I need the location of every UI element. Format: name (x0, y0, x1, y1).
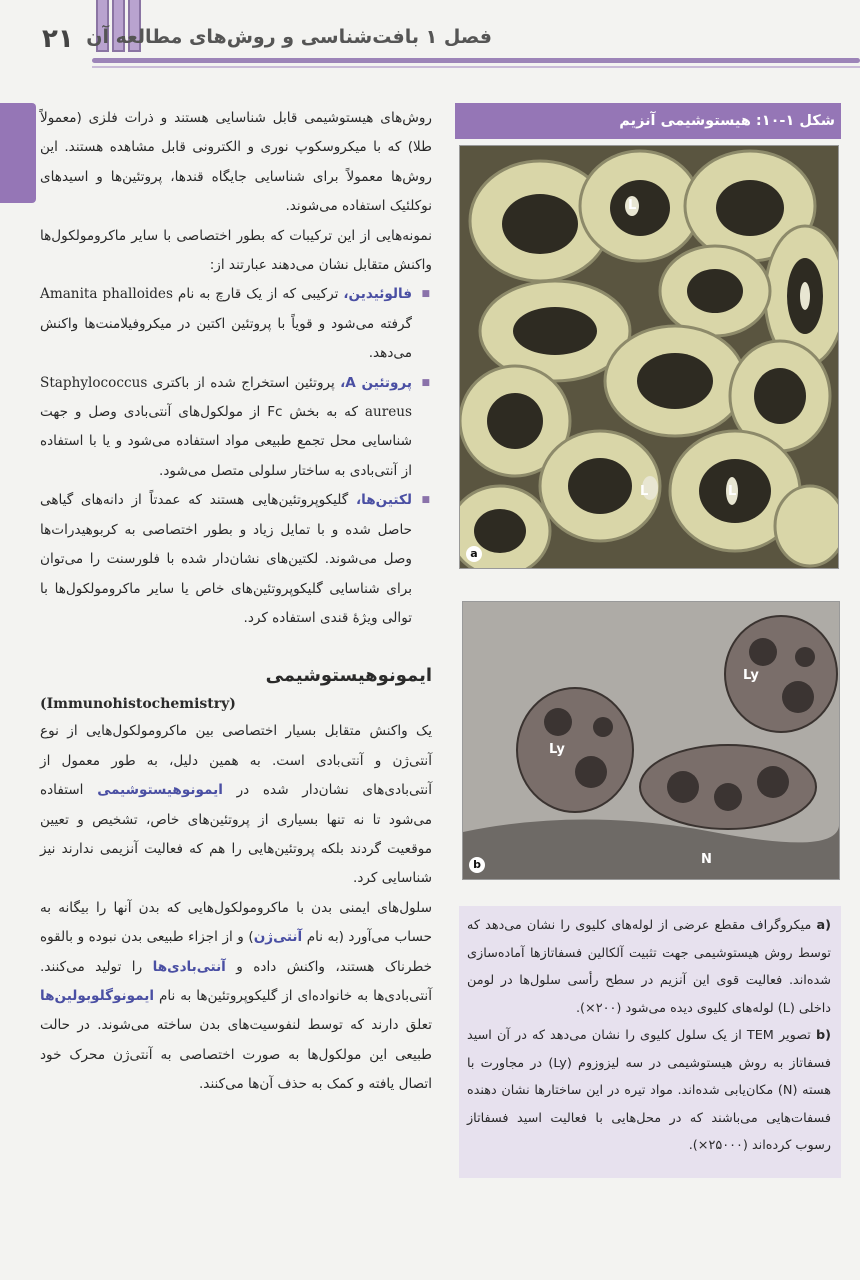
text-run: سلول‌های ایمنی بدن با ماکرومولکول‌هایی که بدن آنها را بیگانه به حساب می‌آورد (به نام (40, 899, 432, 946)
text-run: ترکیبی که از یک قارچ به نام (172, 286, 344, 303)
micrograph-a (459, 145, 839, 569)
paragraph (40, 894, 432, 1100)
tem-lysosome-image (463, 602, 839, 879)
header-rule (92, 58, 860, 63)
paragraph: نمونه‌هایی از این ترکیبات که بطور اختصاصی با سایر ماکرومولکول‌ها واکنش متقابل نشان می‌دهند عبارتند از: (40, 227, 432, 274)
text-run: پروتئین استخراج شده از باکتری (147, 374, 341, 391)
section-heading: ایمونوهیستوشیمی (265, 665, 432, 687)
panel-label-b: b (469, 857, 485, 873)
keyword: فالوئیدین، (343, 286, 412, 303)
lumen-label: L (628, 198, 637, 213)
caption-b (467, 1022, 831, 1160)
keyword: لکتین‌ها، (355, 492, 412, 509)
figure-caption (459, 906, 841, 1178)
caption-tag: (a (816, 918, 831, 933)
text-run: استفاده می‌شود تا نه تنها بسیاری از پروتئین‌های خاص، تشخیص و تعیین موقعیت گردند بلکه پروتئین‌هایی را هم که فعالیت آنزیمی ندارند نیز شناسایی کرد. (40, 782, 432, 887)
keyword: پروتئین A، (340, 374, 412, 391)
caption-text: میکروگراف مقطع عرضی از لوله‌های کلیوی را نشان می‌دهد که توسط روش هیستوشیمی جهت تثبیت آلکالین فسفاتازها آماده‌سازی شده‌اند. فعالیت قوی این آنزیم در سطح رأسی سلول‌ها در لومن داخلی (L) لوله‌های کلیوی دیده می‌شود (۲۰۰×). (467, 918, 831, 1016)
text-run: گرفته می‌شود و قویاً با پروتئین اکتین در میکروفیلامنت‌ها واکنش می‌دهد. (40, 315, 412, 362)
nucleus-label: N (701, 852, 712, 867)
bullet-protein-a (40, 369, 432, 487)
caption-tag: (b (815, 1028, 831, 1043)
keyword: ایمونوگلوبولین‌ها (40, 987, 155, 1004)
page-number: ۲۱ (42, 24, 74, 54)
panel-label-a: a (466, 546, 482, 562)
lysosome-label: Ly (549, 742, 565, 757)
text-run: تعلق دارند که توسط لنفوسیت‌های بدن ساخته می‌شوند. در حالت طبیعی این مولکول‌ها به صورت اختصاصی به آنتی‌ژن محرک خود اتصال یافته و کمک به حذف آن‌ها می‌کنند. (40, 1017, 432, 1093)
paragraph (40, 717, 432, 893)
section-heading-english: (Immunohistochemistry) (40, 696, 236, 713)
latin-term: Staphylococcus aureus (40, 374, 412, 421)
kidney-tubules-image (460, 146, 838, 568)
lumen-label: L (728, 484, 737, 499)
lysosome-label: Ly (743, 668, 759, 683)
body-text (40, 104, 432, 1100)
header-rule-thin (92, 66, 860, 68)
chapter-title: فصل ۱ بافت‌شناسی و روش‌های مطالعه آن (86, 26, 492, 48)
text-run: یک واکنش متقابل بسیار اختصاصی بین ماکرومولکول‌هایی از نوع آنتی‌ژن و آنتی‌بادی است. به همین دلیل، به طور معمول از آنتی‌بادی‌های نشان‌دار شده در (40, 723, 432, 799)
text-run: که به بخش Fc از مولکول‌های آنتی‌بادی وصل و جهت شناسایی محل تجمع طبیعی مواد استفاده می‌شود و یا با استفاده از آنتی‌بادی به ساختار سلولی متصل می‌شود. (40, 404, 412, 479)
caption-a (467, 912, 831, 1022)
latin-term: Amanita phalloides (40, 286, 173, 303)
keyword: آنتی‌ژن (253, 929, 303, 946)
caption-text: تصویر TEM از یک سلول کلیوی را نشان می‌دهد که در آن اسید فسفاتاز به روش هیستوشیمی در سه لیزوزوم (Ly) در مجاورت با هسته (N) مکان‌یابی شده‌اند. مواد تیره در این ساختارها نشان دهنده فسفات‌هایی می‌باشند که در محل‌هایی با فعالیت اسید فسفاتاز رسوب کرده‌اند (۲۵۰۰۰×). (467, 1028, 831, 1153)
text-run: ) و از اجزاء طبیعی بدن نبوده و بالقوه خطرناک هستند، واکنش داده و (40, 929, 433, 975)
bullet-lectins (40, 486, 432, 633)
lumen-label: L (640, 484, 649, 499)
micrograph-b (462, 601, 840, 880)
bullet-phalloidin (40, 280, 432, 368)
chapter-side-tab (0, 103, 36, 203)
figure-title: شکل ۱-۱۰: هیستوشیمی آنزیم (455, 103, 841, 139)
keyword: آنتی‌بادی‌ها (152, 958, 226, 975)
text-run: گلیکوپروتئین‌هایی هستند که عمدتاً از دانه‌های گیاهی حاصل شده و با تمایل زیاد و بطور اختصاصی به کربوهیدرات‌ها وصل می‌شوند. لکتین‌های نشان‌دار شده با فلورسنت را می‌توان برای شناسایی گلیکوپروتئین‌های خاص یا سایر ماکرومولکول‌ها با توالی ویژهٔ قندی استفاده کرد. (40, 492, 412, 626)
paragraph: روش‌های هیستوشیمی قابل شناسایی هستند و ذرات فلزی (معمولاً طلا) که با میکروسکوپ نوری و الکترونی قابل مشاهده هستند. این روش‌ها معمولاً برای شناسایی جایگاه قندها، پروتئین‌ها و اسیدهای نوکلئیک استفاده می‌شوند. (40, 110, 432, 215)
text-run: را تولید می‌کنند. آنتی‌بادی‌ها به خانواده‌ای از گلیکوپروتئین‌ها به نام (40, 958, 432, 1004)
keyword: ایمونوهیستوشیمی (97, 782, 223, 799)
